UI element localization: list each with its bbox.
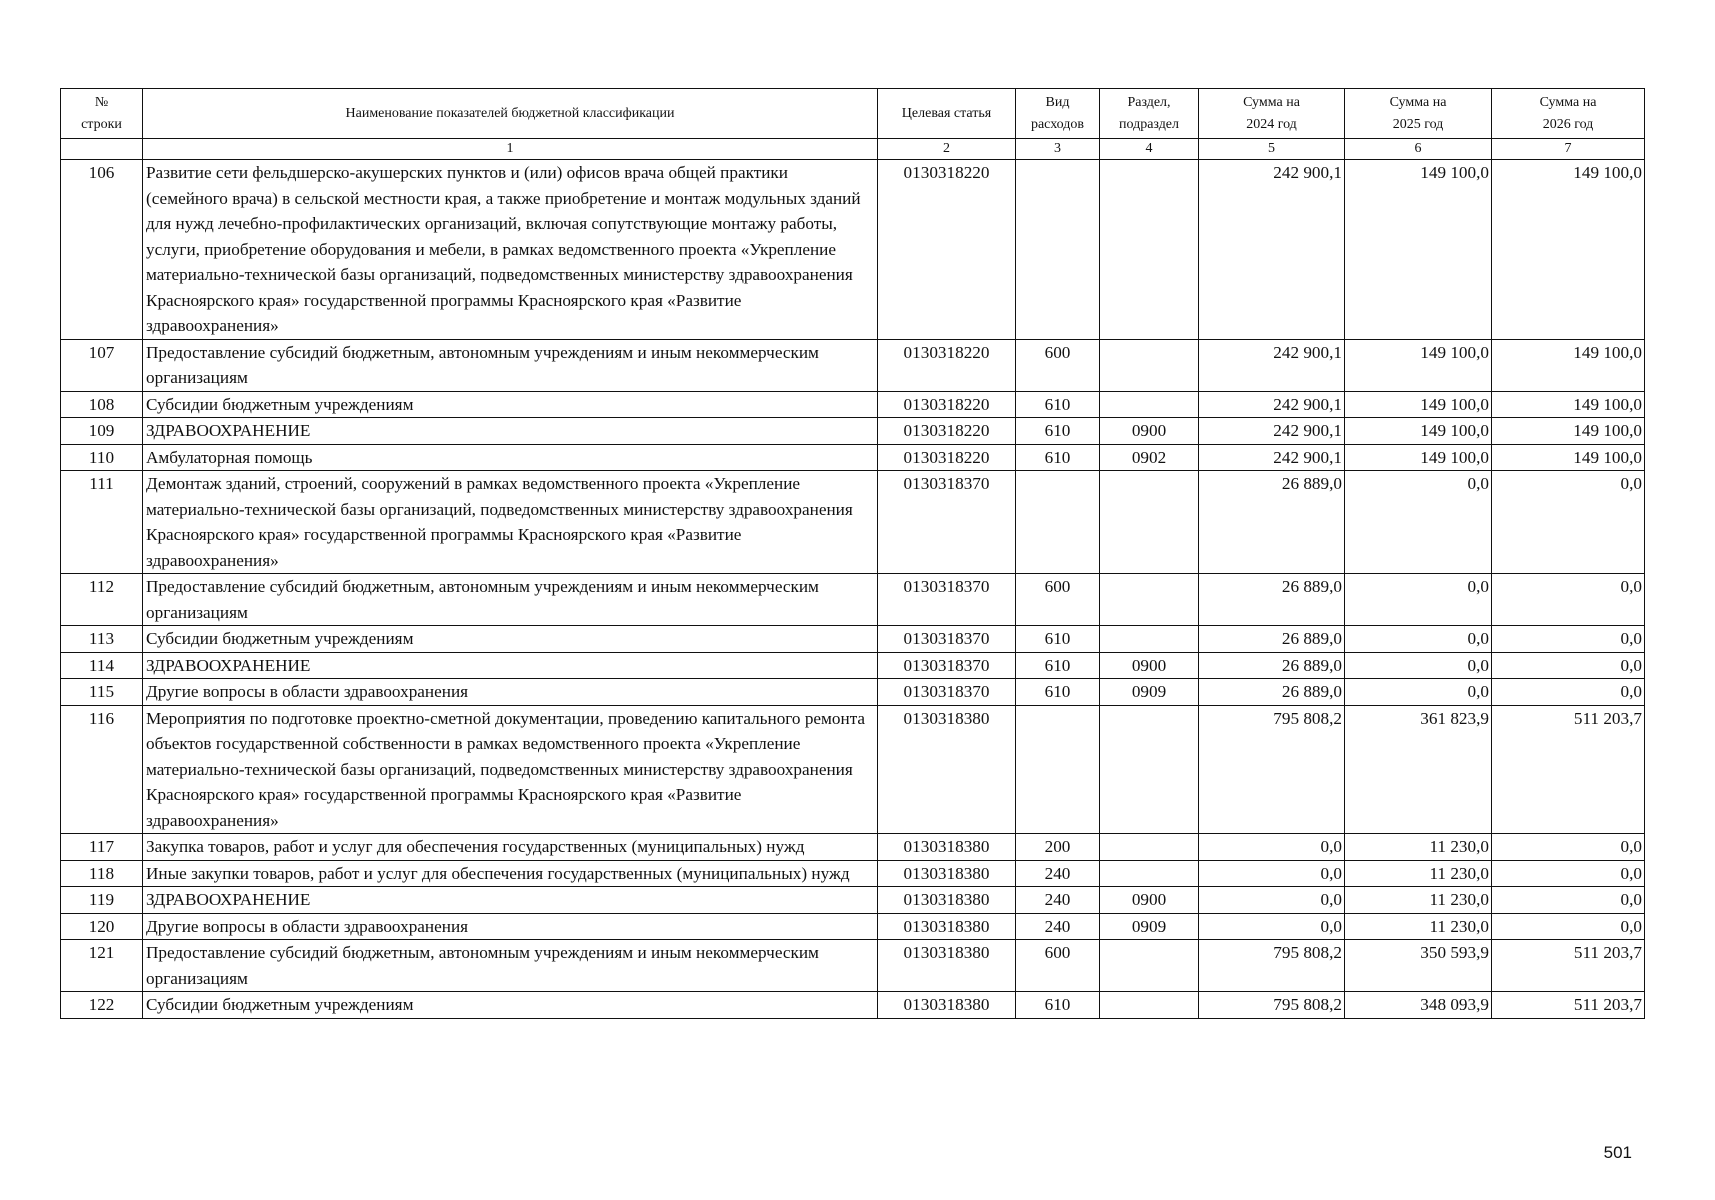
expense-kind-cell: 610 <box>1016 679 1100 706</box>
sum-2024-cell: 26 889,0 <box>1199 471 1345 574</box>
header-kind <box>1016 89 1100 139</box>
row-number-cell: 121 <box>61 940 143 992</box>
section-cell <box>1100 940 1199 992</box>
row-number-cell: 106 <box>61 160 143 340</box>
expense-kind-cell: 610 <box>1016 992 1100 1019</box>
row-name-cell: Субсидии бюджетным учреждениям <box>143 992 878 1019</box>
section-cell <box>1100 705 1199 834</box>
section-cell <box>1100 574 1199 626</box>
sum-2024-cell: 242 900,1 <box>1199 444 1345 471</box>
target-article-cell: 0130318370 <box>878 574 1016 626</box>
section-cell <box>1100 160 1199 340</box>
table-row <box>61 391 1645 418</box>
row-number-cell: 120 <box>61 913 143 940</box>
section-cell <box>1100 860 1199 887</box>
column-number: 1 <box>143 139 878 160</box>
expense-kind-cell: 610 <box>1016 626 1100 653</box>
sum-2026-cell: 149 100,0 <box>1492 339 1645 391</box>
target-article-cell: 0130318380 <box>878 887 1016 914</box>
row-name-cell: Демонтаж зданий, строений, сооружений в рамках ведомственного проекта «Укрепление материально-технической базы организаций, подведомственных министерству здравоохранения Красноярского края» государственной программы Красноярского края «Развитие здравоохранения» <box>143 471 878 574</box>
column-number: 3 <box>1016 139 1100 160</box>
row-number-cell: 113 <box>61 626 143 653</box>
header-section-line1: Раздел, <box>1127 94 1171 110</box>
target-article-cell: 0130318220 <box>878 418 1016 445</box>
row-number-cell: 107 <box>61 339 143 391</box>
row-number-cell: 112 <box>61 574 143 626</box>
sum-2024-cell: 242 900,1 <box>1199 391 1345 418</box>
sum-2026-cell: 0,0 <box>1492 626 1645 653</box>
expense-kind-cell: 240 <box>1016 860 1100 887</box>
expense-kind-cell: 240 <box>1016 913 1100 940</box>
table-row <box>61 652 1645 679</box>
row-number-cell: 115 <box>61 679 143 706</box>
column-number: 5 <box>1199 139 1345 160</box>
target-article-cell: 0130318370 <box>878 652 1016 679</box>
sum-2026-cell: 149 100,0 <box>1492 160 1645 340</box>
expense-kind-cell: 610 <box>1016 418 1100 445</box>
section-cell <box>1100 391 1199 418</box>
section-cell: 0900 <box>1100 887 1199 914</box>
row-number-cell: 117 <box>61 834 143 861</box>
section-cell: 0900 <box>1100 652 1199 679</box>
header-kind-line2: расходов <box>1030 116 1085 132</box>
table-row <box>61 444 1645 471</box>
sum-2025-cell: 11 230,0 <box>1345 913 1492 940</box>
target-article-cell: 0130318220 <box>878 391 1016 418</box>
sum-2025-cell: 350 593,9 <box>1345 940 1492 992</box>
table-row <box>61 940 1645 992</box>
header-row-number-line2: строки <box>81 116 122 132</box>
row-number-cell: 110 <box>61 444 143 471</box>
row-number-cell: 108 <box>61 391 143 418</box>
sum-2026-cell: 0,0 <box>1492 913 1645 940</box>
table-row <box>61 705 1645 834</box>
header-sum-2026-line2: 2026 год <box>1542 116 1594 132</box>
row-name-cell: Субсидии бюджетным учреждениям <box>143 626 878 653</box>
expense-kind-cell <box>1016 160 1100 340</box>
header-sum-2026 <box>1492 89 1645 139</box>
row-name-cell: ЗДРАВООХРАНЕНИЕ <box>143 652 878 679</box>
target-article-cell: 0130318380 <box>878 940 1016 992</box>
sum-2025-cell: 0,0 <box>1345 574 1492 626</box>
sum-2026-cell: 0,0 <box>1492 471 1645 574</box>
row-name-cell: Другие вопросы в области здравоохранения <box>143 679 878 706</box>
table-row <box>61 339 1645 391</box>
row-number-cell: 118 <box>61 860 143 887</box>
table-row <box>61 160 1645 340</box>
header-sum-2024-line1: Сумма на <box>1243 94 1300 110</box>
budget-classification-table <box>60 88 1645 1019</box>
sum-2026-cell: 0,0 <box>1492 679 1645 706</box>
sum-2026-cell: 149 100,0 <box>1492 444 1645 471</box>
section-cell: 0909 <box>1100 679 1199 706</box>
sum-2024-cell: 26 889,0 <box>1199 652 1345 679</box>
table-header-row <box>61 89 1645 139</box>
sum-2025-cell: 149 100,0 <box>1345 391 1492 418</box>
sum-2026-cell: 149 100,0 <box>1492 391 1645 418</box>
section-cell: 0909 <box>1100 913 1199 940</box>
section-cell: 0902 <box>1100 444 1199 471</box>
page-number: 501 <box>1603 1143 1632 1162</box>
sum-2024-cell: 0,0 <box>1199 887 1345 914</box>
header-target: Целевая статья <box>878 89 1016 139</box>
table-row <box>61 860 1645 887</box>
row-name-cell: Иные закупки товаров, работ и услуг для обеспечения государственных (муниципальных) нужд <box>143 860 878 887</box>
header-sum-2026-line1: Сумма на <box>1539 94 1597 110</box>
sum-2024-cell: 795 808,2 <box>1199 705 1345 834</box>
target-article-cell: 0130318380 <box>878 913 1016 940</box>
table-row <box>61 992 1645 1019</box>
expense-kind-cell: 200 <box>1016 834 1100 861</box>
row-number-cell: 111 <box>61 471 143 574</box>
row-name-cell: Амбулаторная помощь <box>143 444 878 471</box>
column-number <box>61 139 143 160</box>
sum-2025-cell: 149 100,0 <box>1345 418 1492 445</box>
sum-2024-cell: 26 889,0 <box>1199 679 1345 706</box>
expense-kind-cell: 600 <box>1016 940 1100 992</box>
sum-2026-cell: 149 100,0 <box>1492 418 1645 445</box>
sum-2025-cell: 11 230,0 <box>1345 860 1492 887</box>
header-sum-2024-line2: 2024 год <box>1246 116 1297 132</box>
section-cell <box>1100 339 1199 391</box>
sum-2024-cell: 795 808,2 <box>1199 992 1345 1019</box>
section-cell <box>1100 834 1199 861</box>
row-name-cell: Предоставление субсидий бюджетным, автономным учреждениям и иным некоммерческим организациям <box>143 574 878 626</box>
column-number: 4 <box>1100 139 1199 160</box>
row-name-cell: Предоставление субсидий бюджетным, автономным учреждениям и иным некоммерческим организациям <box>143 339 878 391</box>
table-row <box>61 913 1645 940</box>
sum-2025-cell: 0,0 <box>1345 471 1492 574</box>
sum-2024-cell: 242 900,1 <box>1199 339 1345 391</box>
sum-2026-cell: 0,0 <box>1492 574 1645 626</box>
sum-2024-cell: 0,0 <box>1199 860 1345 887</box>
sum-2025-cell: 0,0 <box>1345 652 1492 679</box>
expense-kind-cell: 610 <box>1016 444 1100 471</box>
column-number-row <box>61 139 1645 160</box>
sum-2025-cell: 149 100,0 <box>1345 444 1492 471</box>
sum-2024-cell: 242 900,1 <box>1199 160 1345 340</box>
expense-kind-cell: 600 <box>1016 339 1100 391</box>
table-body <box>61 160 1645 1019</box>
table-row <box>61 418 1645 445</box>
sum-2024-cell: 26 889,0 <box>1199 626 1345 653</box>
sum-2024-cell: 26 889,0 <box>1199 574 1345 626</box>
sum-2025-cell: 0,0 <box>1345 679 1492 706</box>
sum-2026-cell: 0,0 <box>1492 860 1645 887</box>
row-name-cell: Мероприятия по подготовке проектно-сметной документации, проведению капитального ремонта объектов государственной собственности в рамках ведомственного проекта «Укрепление материально-технической базы организаций, подведомственных министерству здравоохранения Красноярского края» государственной программы Красноярского края «Развитие здравоохранения» <box>143 705 878 834</box>
header-sum-2025-line1: Сумма на <box>1389 94 1447 110</box>
table-row <box>61 574 1645 626</box>
sum-2025-cell: 149 100,0 <box>1345 339 1492 391</box>
row-name-cell: ЗДРАВООХРАНЕНИЕ <box>143 887 878 914</box>
header-sum-2025-line2: 2025 год <box>1392 116 1444 132</box>
table-row <box>61 626 1645 653</box>
row-number-cell: 116 <box>61 705 143 834</box>
sum-2026-cell: 511 203,7 <box>1492 705 1645 834</box>
row-number-cell: 122 <box>61 992 143 1019</box>
section-cell: 0900 <box>1100 418 1199 445</box>
row-number-cell: 119 <box>61 887 143 914</box>
sum-2025-cell: 11 230,0 <box>1345 887 1492 914</box>
column-number: 2 <box>878 139 1016 160</box>
header-section-line2: подраздел <box>1118 116 1180 132</box>
table-row <box>61 679 1645 706</box>
row-name-cell: Предоставление субсидий бюджетным, автономным учреждениям и иным некоммерческим организациям <box>143 940 878 992</box>
sum-2025-cell: 149 100,0 <box>1345 160 1492 340</box>
sum-2025-cell: 361 823,9 <box>1345 705 1492 834</box>
sum-2026-cell: 0,0 <box>1492 652 1645 679</box>
expense-kind-cell <box>1016 705 1100 834</box>
sum-2024-cell: 795 808,2 <box>1199 940 1345 992</box>
target-article-cell: 0130318380 <box>878 860 1016 887</box>
target-article-cell: 0130318370 <box>878 679 1016 706</box>
target-article-cell: 0130318220 <box>878 160 1016 340</box>
row-number-cell: 109 <box>61 418 143 445</box>
header-row-number <box>61 89 143 139</box>
table-row <box>61 834 1645 861</box>
expense-kind-cell: 610 <box>1016 652 1100 679</box>
sum-2026-cell: 511 203,7 <box>1492 992 1645 1019</box>
section-cell <box>1100 626 1199 653</box>
target-article-cell: 0130318370 <box>878 626 1016 653</box>
target-article-cell: 0130318220 <box>878 444 1016 471</box>
sum-2025-cell: 11 230,0 <box>1345 834 1492 861</box>
sum-2026-cell: 0,0 <box>1492 834 1645 861</box>
header-sum-2024 <box>1199 89 1345 139</box>
expense-kind-cell <box>1016 471 1100 574</box>
row-name-cell: Развитие сети фельдшерско-акушерских пунктов и (или) офисов врача общей практики (семейного врача) в сельской местности края, а также приобретение и монтаж модульных зданий для нужд лечебно-профилактических организаций, включая сопутствующие монтажу работы, услуги, приобретение оборудования и мебели, в рамках ведомственного проекта «Укрепление материально-технической базы организаций, подведомственных министерству здравоохранения Красноярского края» государственной программы Красноярского края «Развитие здравоохранения» <box>143 160 878 340</box>
target-article-cell: 0130318220 <box>878 339 1016 391</box>
column-number: 7 <box>1492 139 1645 160</box>
sum-2024-cell: 0,0 <box>1199 913 1345 940</box>
target-article-cell: 0130318370 <box>878 471 1016 574</box>
target-article-cell: 0130318380 <box>878 992 1016 1019</box>
expense-kind-cell: 600 <box>1016 574 1100 626</box>
sum-2024-cell: 242 900,1 <box>1199 418 1345 445</box>
sum-2026-cell: 511 203,7 <box>1492 940 1645 992</box>
header-section <box>1100 89 1199 139</box>
sum-2024-cell: 0,0 <box>1199 834 1345 861</box>
row-name-cell: ЗДРАВООХРАНЕНИЕ <box>143 418 878 445</box>
row-name-cell: Другие вопросы в области здравоохранения <box>143 913 878 940</box>
sum-2025-cell: 0,0 <box>1345 626 1492 653</box>
expense-kind-cell: 610 <box>1016 391 1100 418</box>
header-kind-line1: Вид <box>1045 94 1070 110</box>
target-article-cell: 0130318380 <box>878 834 1016 861</box>
expense-kind-cell: 240 <box>1016 887 1100 914</box>
section-cell <box>1100 992 1199 1019</box>
budget-table-sheet <box>60 88 1644 1019</box>
section-cell <box>1100 471 1199 574</box>
column-number: 6 <box>1345 139 1492 160</box>
header-row-number-line1: № <box>94 94 109 110</box>
sum-2025-cell: 348 093,9 <box>1345 992 1492 1019</box>
table-row <box>61 471 1645 574</box>
row-name-cell: Субсидии бюджетным учреждениям <box>143 391 878 418</box>
target-article-cell: 0130318380 <box>878 705 1016 834</box>
table-row <box>61 887 1645 914</box>
row-number-cell: 114 <box>61 652 143 679</box>
sum-2026-cell: 0,0 <box>1492 887 1645 914</box>
row-name-cell: Закупка товаров, работ и услуг для обеспечения государственных (муниципальных) нужд <box>143 834 878 861</box>
header-name: Наименование показателей бюджетной классификации <box>143 89 878 139</box>
header-sum-2025 <box>1345 89 1492 139</box>
